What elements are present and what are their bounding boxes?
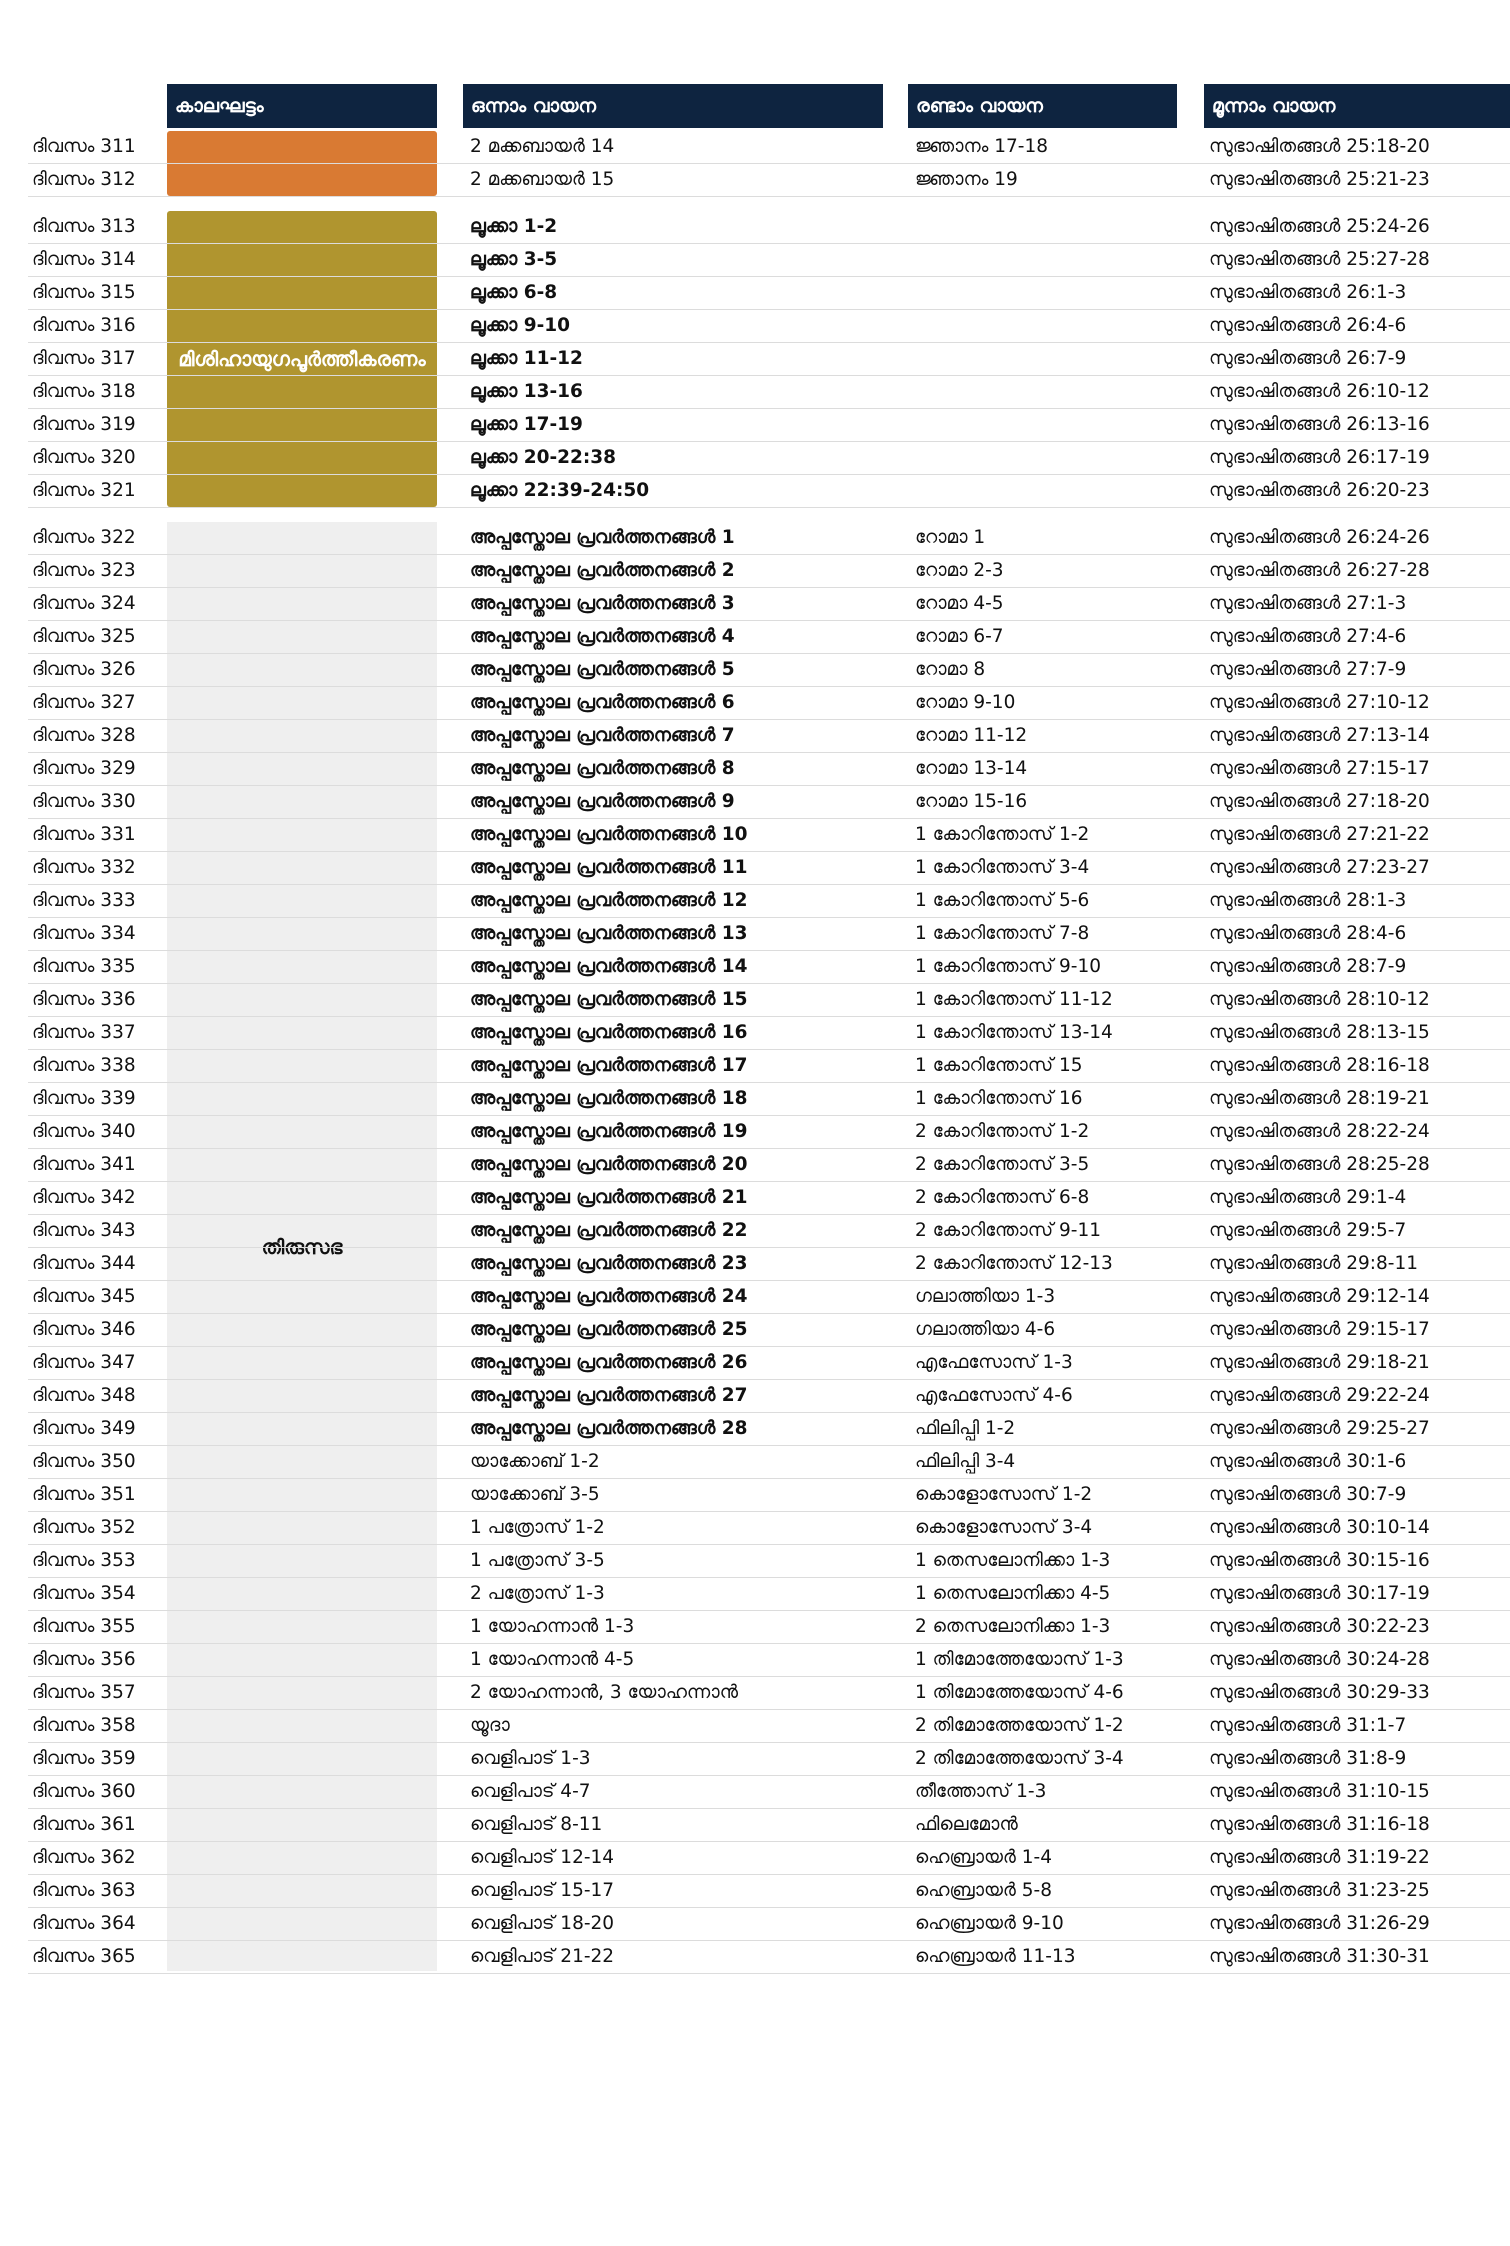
reading-2-cell: 2 കോറിന്തോസ് 6-8 — [915, 1187, 1090, 1208]
reading-3-cell: സുഭാഷിതങ്ങൾ 30:24-28 — [1209, 1649, 1430, 1670]
reading-1-cell: അപ്പസ്തോല പ്രവർത്തനങ്ങൾ 5 — [470, 659, 735, 680]
reading-1-cell: 2 യോഹന്നാൻ, 3 യോഹന്നാൻ — [470, 1682, 738, 1703]
table-row — [28, 1479, 1510, 1512]
reading-1-cell: വെളിപാട് 12-14 — [470, 1847, 615, 1868]
reading-1-cell: അപ്പസ്തോല പ്രവർത്തനങ്ങൾ 19 — [470, 1121, 748, 1142]
day-cell: ദിവസം 354 — [32, 1583, 136, 1604]
table-row — [28, 1809, 1510, 1842]
reading-3-cell: സുഭാഷിതങ്ങൾ 30:1-6 — [1209, 1451, 1407, 1472]
table-row — [28, 687, 1510, 720]
table-row — [28, 442, 1510, 475]
reading-2-cell — [915, 475, 1205, 507]
table-row — [28, 1611, 1510, 1644]
reading-1-cell: അപ്പസ്തോല പ്രവർത്തനങ്ങൾ 8 — [470, 758, 735, 779]
reading-1-cell: അപ്പസ്തോല പ്രവർത്തനങ്ങൾ 20 — [470, 1154, 748, 1175]
table-row — [28, 1545, 1510, 1578]
reading-2-cell: 2 കോറിന്തോസ് 1-2 — [915, 1121, 1090, 1142]
table-row — [28, 1512, 1510, 1545]
table-row — [28, 277, 1510, 310]
day-cell: ദിവസം 350 — [32, 1451, 136, 1472]
reading-1-cell: വെളിപാട് 8-11 — [470, 1814, 603, 1835]
reading-2-cell: റോമാ 11-12 — [915, 725, 1028, 746]
reading-1-cell: 1 യോഹന്നാൻ 4-5 — [470, 1649, 635, 1670]
day-cell: ദിവസം 358 — [32, 1715, 136, 1736]
day-cell: ദിവസം 331 — [32, 824, 136, 845]
reading-3-cell: സുഭാഷിതങ്ങൾ 26:13-16 — [1209, 414, 1430, 435]
reading-2-cell — [915, 343, 1205, 375]
table-row — [28, 1941, 1510, 1974]
reading-1-cell: അപ്പസ്തോല പ്രവർത്തനങ്ങൾ 4 — [470, 626, 735, 647]
day-cell: ദിവസം 332 — [32, 857, 136, 878]
table-row — [28, 753, 1510, 786]
reading-2-cell — [915, 376, 1205, 408]
reading-3-cell: സുഭാഷിതങ്ങൾ 31:1-7 — [1209, 1715, 1407, 1736]
table-row — [28, 984, 1510, 1017]
reading-2-cell: എഫേസോസ് 4-6 — [915, 1385, 1073, 1406]
reading-1-cell: വെളിപാട് 21-22 — [470, 1946, 615, 1967]
reading-2-cell: കൊളോസോസ് 1-2 — [915, 1484, 1093, 1505]
reading-3-cell: സുഭാഷിതങ്ങൾ 29:15-17 — [1209, 1319, 1430, 1340]
reading-1-cell: അപ്പസ്തോല പ്രവർത്തനങ്ങൾ 27 — [470, 1385, 748, 1406]
table-row — [28, 621, 1510, 654]
day-cell: ദിവസം 343 — [32, 1220, 136, 1241]
reading-1-cell: യൂദാ — [470, 1715, 510, 1736]
reading-1-cell: അപ്പസ്തോല പ്രവർത്തനങ്ങൾ 7 — [470, 725, 735, 746]
reading-2-cell: റോമാ 4-5 — [915, 593, 1004, 614]
reading-3-cell: സുഭാഷിതങ്ങൾ 29:8-11 — [1209, 1253, 1418, 1274]
reading-1-cell: അപ്പസ്തോല പ്രവർത്തനങ്ങൾ 17 — [470, 1055, 748, 1076]
reading-3-cell: സുഭാഷിതങ്ങൾ 27:18-20 — [1209, 791, 1430, 812]
day-cell: ദിവസം 349 — [32, 1418, 136, 1439]
reading-2-cell: റോമാ 15-16 — [915, 791, 1028, 812]
reading-3-cell: സുഭാഷിതങ്ങൾ 28:1-3 — [1209, 890, 1407, 911]
reading-3-cell: സുഭാഷിതങ്ങൾ 27:4-6 — [1209, 626, 1407, 647]
day-cell: ദിവസം 365 — [32, 1946, 136, 1967]
table-row — [28, 885, 1510, 918]
reading-3-cell: സുഭാഷിതങ്ങൾ 30:10-14 — [1209, 1517, 1430, 1538]
reading-1-cell: അപ്പസ്തോല പ്രവർത്തനങ്ങൾ 21 — [470, 1187, 748, 1208]
table-row — [28, 131, 1510, 164]
day-cell: ദിവസം 322 — [32, 527, 136, 548]
reading-2-cell: 2 കോറിന്തോസ് 3-5 — [915, 1154, 1090, 1175]
reading-1-cell: അപ്പസ്തോല പ്രവർത്തനങ്ങൾ 6 — [470, 692, 735, 713]
reading-1-cell: അപ്പസ്തോല പ്രവർത്തനങ്ങൾ 18 — [470, 1088, 748, 1109]
reading-2-cell: 2 തെസലോനിക്കാ 1-3 — [915, 1616, 1111, 1637]
reading-3-cell: സുഭാഷിതങ്ങൾ 27:7-9 — [1209, 659, 1407, 680]
table-row — [28, 343, 1510, 376]
day-cell: ദിവസം 337 — [32, 1022, 136, 1043]
reading-2-cell: 1 കോറിന്തോസ് 16 — [915, 1088, 1083, 1109]
reading-1-cell: 1 പത്രോസ് 3-5 — [470, 1550, 605, 1571]
reading-2-cell — [915, 310, 1205, 342]
reading-2-cell: തീത്തോസ് 1-3 — [915, 1781, 1047, 1802]
reading-2-cell: 1 കോറിന്തോസ് 11-12 — [915, 989, 1113, 1010]
reading-1-cell: അപ്പസ്തോല പ്രവർത്തനങ്ങൾ 26 — [470, 1352, 748, 1373]
table-row — [28, 211, 1510, 244]
table-row — [28, 588, 1510, 621]
reading-2-cell: 1 കോറിന്തോസ് 3-4 — [915, 857, 1090, 878]
reading-3-cell: സുഭാഷിതങ്ങൾ 26:24-26 — [1209, 527, 1430, 548]
reading-1-cell: 1 യോഹന്നാൻ 1-3 — [470, 1616, 635, 1637]
day-cell: ദിവസം 351 — [32, 1484, 136, 1505]
header-reading-2: രണ്ടാം വായന — [908, 84, 1177, 128]
table-row — [28, 1050, 1510, 1083]
table-row — [28, 720, 1510, 753]
day-cell: ദിവസം 338 — [32, 1055, 136, 1076]
reading-1-cell: അപ്പസ്തോല പ്രവർത്തനങ്ങൾ 3 — [470, 593, 735, 614]
reading-3-cell: സുഭാഷിതങ്ങൾ 28:4-6 — [1209, 923, 1407, 944]
table-row — [28, 1215, 1510, 1248]
table-row — [28, 244, 1510, 277]
reading-3-cell: സുഭാഷിതങ്ങൾ 26:1-3 — [1209, 282, 1407, 303]
reading-2-cell: ഹെബ്രായർ 9-10 — [915, 1913, 1064, 1934]
header-reading-1: ഒന്നാം വായന — [463, 84, 883, 128]
day-cell: ദിവസം 342 — [32, 1187, 136, 1208]
table-row — [28, 555, 1510, 588]
table-row — [28, 1743, 1510, 1776]
reading-3-cell: സുഭാഷിതങ്ങൾ 29:12-14 — [1209, 1286, 1430, 1307]
table-row — [28, 819, 1510, 852]
day-cell: ദിവസം 357 — [32, 1682, 136, 1703]
reading-2-cell: 1 തിമോത്തേയോസ് 4-6 — [915, 1682, 1124, 1703]
reading-1-cell: അപ്പസ്തോല പ്രവർത്തനങ്ങൾ 2 — [470, 560, 735, 581]
reading-1-cell: അപ്പസ്തോല പ്രവർത്തനങ്ങൾ 9 — [470, 791, 735, 812]
day-cell: ദിവസം 327 — [32, 692, 136, 713]
reading-1-cell: വെളിപാട് 18-20 — [470, 1913, 615, 1934]
reading-3-cell: സുഭാഷിതങ്ങൾ 31:23-25 — [1209, 1880, 1430, 1901]
reading-3-cell: സുഭാഷിതങ്ങൾ 28:16-18 — [1209, 1055, 1430, 1076]
day-cell: ദിവസം 352 — [32, 1517, 136, 1538]
table-row — [28, 1710, 1510, 1743]
header-reading-3: മൂന്നാം വായന — [1204, 84, 1510, 128]
reading-2-cell — [915, 277, 1205, 309]
reading-3-cell: സുഭാഷിതങ്ങൾ 29:1-4 — [1209, 1187, 1407, 1208]
table-row — [28, 409, 1510, 442]
reading-1-cell: ലൂക്കാ 11-12 — [470, 348, 583, 369]
day-cell: ദിവസം 326 — [32, 659, 136, 680]
table-row — [28, 918, 1510, 951]
reading-1-cell: വെളിപാട് 1-3 — [470, 1748, 591, 1769]
table-row — [28, 1116, 1510, 1149]
reading-3-cell: സുഭാഷിതങ്ങൾ 26:17-19 — [1209, 447, 1430, 468]
reading-1-cell: ലൂക്കാ 9-10 — [470, 315, 571, 336]
reading-2-cell: ഫിലിപ്പി 1-2 — [915, 1418, 1016, 1439]
table-row — [28, 654, 1510, 687]
reading-2-cell: റോമാ 1 — [915, 527, 986, 548]
day-cell: ദിവസം 344 — [32, 1253, 136, 1274]
reading-3-cell: സുഭാഷിതങ്ങൾ 29:18-21 — [1209, 1352, 1430, 1373]
reading-2-cell: എഫേസോസ് 1-3 — [915, 1352, 1073, 1373]
day-cell: ദിവസം 348 — [32, 1385, 136, 1406]
reading-3-cell: സുഭാഷിതങ്ങൾ 31:30-31 — [1209, 1946, 1430, 1967]
reading-3-cell: സുഭാഷിതങ്ങൾ 27:1-3 — [1209, 593, 1407, 614]
reading-2-cell: 1 തെസലോനിക്കാ 1-3 — [915, 1550, 1111, 1571]
reading-1-cell: അപ്പസ്തോല പ്രവർത്തനങ്ങൾ 1 — [470, 527, 735, 548]
table-row — [28, 164, 1510, 197]
reading-3-cell: സുഭാഷിതങ്ങൾ 25:27-28 — [1209, 249, 1430, 270]
reading-2-cell: ഗലാത്തിയാ 1-3 — [915, 1286, 1056, 1307]
day-cell: ദിവസം 318 — [32, 381, 136, 402]
reading-1-cell: ലൂക്കാ 20-22:38 — [470, 447, 617, 468]
reading-1-cell: അപ്പസ്തോല പ്രവർത്തനങ്ങൾ 24 — [470, 1286, 748, 1307]
day-cell: ദിവസം 316 — [32, 315, 136, 336]
reading-2-cell: 2 തിമോത്തേയോസ് 1-2 — [915, 1715, 1124, 1736]
table-row — [28, 1875, 1510, 1908]
reading-3-cell: സുഭാഷിതങ്ങൾ 27:15-17 — [1209, 758, 1430, 779]
day-cell: ദിവസം 328 — [32, 725, 136, 746]
reading-2-cell: 1 കോറിന്തോസ് 7-8 — [915, 923, 1090, 944]
day-cell: ദിവസം 353 — [32, 1550, 136, 1571]
reading-2-cell: ഫിലിപ്പി 3-4 — [915, 1451, 1016, 1472]
reading-2-cell: 2 കോറിന്തോസ് 9-11 — [915, 1220, 1102, 1241]
table-row — [28, 1908, 1510, 1941]
table-row — [28, 1248, 1510, 1281]
reading-3-cell: സുഭാഷിതങ്ങൾ 30:15-16 — [1209, 1550, 1430, 1571]
reading-2-cell: 1 കോറിന്തോസ് 5-6 — [915, 890, 1090, 911]
reading-3-cell: സുഭാഷിതങ്ങൾ 27:10-12 — [1209, 692, 1430, 713]
reading-1-cell: അപ്പസ്തോല പ്രവർത്തനങ്ങൾ 12 — [470, 890, 748, 911]
day-cell: ദിവസം 314 — [32, 249, 136, 270]
table-row — [28, 1182, 1510, 1215]
reading-2-cell: ഹെബ്രായർ 5-8 — [915, 1880, 1052, 1901]
day-cell: ദിവസം 311 — [32, 136, 136, 157]
table-row — [28, 1776, 1510, 1809]
reading-2-cell: 2 കോറിന്തോസ് 12-13 — [915, 1253, 1113, 1274]
reading-2-cell: റോമാ 8 — [915, 659, 986, 680]
reading-1-cell: അപ്പസ്തോല പ്രവർത്തനങ്ങൾ 11 — [470, 857, 748, 878]
reading-3-cell: സുഭാഷിതങ്ങൾ 31:26-29 — [1209, 1913, 1430, 1934]
reading-2-cell — [915, 409, 1205, 441]
reading-3-cell: സുഭാഷിതങ്ങൾ 26:27-28 — [1209, 560, 1430, 581]
day-cell: ദിവസം 356 — [32, 1649, 136, 1670]
table-row — [28, 1149, 1510, 1182]
day-cell: ദിവസം 345 — [32, 1286, 136, 1307]
reading-1-cell: ലൂക്കാ 17-19 — [470, 414, 583, 435]
day-cell: ദിവസം 355 — [32, 1616, 136, 1637]
day-cell: ദിവസം 333 — [32, 890, 136, 911]
reading-3-cell: സുഭാഷിതങ്ങൾ 28:10-12 — [1209, 989, 1430, 1010]
reading-2-cell: കൊളോസോസ് 3-4 — [915, 1517, 1093, 1538]
reading-3-cell: സുഭാഷിതങ്ങൾ 28:25-28 — [1209, 1154, 1430, 1175]
reading-2-cell: 1 തെസലോനിക്കാ 4-5 — [915, 1583, 1111, 1604]
table-row — [28, 1413, 1510, 1446]
reading-2-cell — [915, 442, 1205, 474]
day-cell: ദിവസം 341 — [32, 1154, 136, 1175]
day-cell: ദിവസം 346 — [32, 1319, 136, 1340]
period-block-messianic-fulfilment: മിശിഹായുഗപൂർത്തീകരണം — [167, 211, 437, 507]
reading-3-cell: സുഭാഷിതങ്ങൾ 26:4-6 — [1209, 315, 1407, 336]
reading-1-cell: അപ്പസ്തോല പ്രവർത്തനങ്ങൾ 14 — [470, 956, 748, 977]
header-period: കാലഘട്ടം — [167, 84, 437, 128]
period-block-church: തിരുസഭ — [167, 522, 437, 1971]
reading-3-cell: സുഭാഷിതങ്ങൾ 26:7-9 — [1209, 348, 1407, 369]
day-cell: ദിവസം 319 — [32, 414, 136, 435]
reading-2-cell: 1 കോറിന്തോസ് 13-14 — [915, 1022, 1113, 1043]
reading-2-cell: റോമാ 6-7 — [915, 626, 1004, 647]
table-row — [28, 310, 1510, 343]
reading-2-cell: ഹെബ്രായർ 1-4 — [915, 1847, 1052, 1868]
reading-1-cell: അപ്പസ്തോല പ്രവർത്തനങ്ങൾ 28 — [470, 1418, 748, 1439]
reading-1-cell: 2 മക്കബായർ 15 — [470, 169, 615, 190]
day-cell: ദിവസം 361 — [32, 1814, 136, 1835]
day-cell: ദിവസം 334 — [32, 923, 136, 944]
reading-2-cell: ഹെബ്രായർ 11-13 — [915, 1946, 1076, 1967]
table-row — [28, 475, 1510, 508]
reading-2-cell: 2 തിമോത്തേയോസ് 3-4 — [915, 1748, 1124, 1769]
reading-3-cell: സുഭാഷിതങ്ങൾ 28:13-15 — [1209, 1022, 1430, 1043]
table-row — [28, 1281, 1510, 1314]
day-cell: ദിവസം 363 — [32, 1880, 136, 1901]
reading-3-cell: സുഭാഷിതങ്ങൾ 26:10-12 — [1209, 381, 1430, 402]
reading-1-cell: ലൂക്കാ 13-16 — [470, 381, 583, 402]
reading-3-cell: സുഭാഷിതങ്ങൾ 31:10-15 — [1209, 1781, 1430, 1802]
reading-3-cell: സുഭാഷിതങ്ങൾ 29:22-24 — [1209, 1385, 1430, 1406]
table-row — [28, 786, 1510, 819]
reading-2-cell: 1 തിമോത്തേയോസ് 1-3 — [915, 1649, 1124, 1670]
day-cell: ദിവസം 325 — [32, 626, 136, 647]
table-row — [28, 1578, 1510, 1611]
reading-3-cell: സുഭാഷിതങ്ങൾ 28:19-21 — [1209, 1088, 1430, 1109]
reading-2-cell: ഗലാത്തിയാ 4-6 — [915, 1319, 1056, 1340]
reading-3-cell: സുഭാഷിതങ്ങൾ 27:13-14 — [1209, 725, 1430, 746]
day-cell: ദിവസം 323 — [32, 560, 136, 581]
reading-2-cell — [915, 211, 1205, 243]
reading-3-cell: സുഭാഷിതങ്ങൾ 25:24-26 — [1209, 216, 1430, 237]
reading-3-cell: സുഭാഷിതങ്ങൾ 27:21-22 — [1209, 824, 1430, 845]
reading-3-cell: സുഭാഷിതങ്ങൾ 31:8-9 — [1209, 1748, 1407, 1769]
day-cell: ദിവസം 320 — [32, 447, 136, 468]
reading-2-cell: 1 കോറിന്തോസ് 9-10 — [915, 956, 1102, 977]
day-cell: ദിവസം 335 — [32, 956, 136, 977]
table-row — [28, 951, 1510, 984]
reading-1-cell: അപ്പസ്തോല പ്രവർത്തനങ്ങൾ 23 — [470, 1253, 748, 1274]
day-cell: ദിവസം 330 — [32, 791, 136, 812]
day-cell: ദിവസം 315 — [32, 282, 136, 303]
reading-3-cell: സുഭാഷിതങ്ങൾ 25:18-20 — [1209, 136, 1430, 157]
table-row — [28, 1347, 1510, 1380]
table-row — [28, 1083, 1510, 1116]
table-row — [28, 1017, 1510, 1050]
table-row — [28, 1644, 1510, 1677]
day-cell: ദിവസം 339 — [32, 1088, 136, 1109]
table-row — [28, 1842, 1510, 1875]
reading-1-cell: യാക്കോബ് 1-2 — [470, 1451, 600, 1472]
reading-2-cell — [915, 244, 1205, 276]
reading-1-cell: അപ്പസ്തോല പ്രവർത്തനങ്ങൾ 25 — [470, 1319, 748, 1340]
reading-1-cell: ലൂക്കാ 6-8 — [470, 282, 558, 303]
reading-2-cell: ഫിലെമോൻ — [915, 1814, 1018, 1835]
reading-1-cell: 2 മക്കബായർ 14 — [470, 136, 615, 157]
reading-3-cell: സുഭാഷിതങ്ങൾ 30:29-33 — [1209, 1682, 1430, 1703]
reading-2-cell: ജ്ഞാനം 17-18 — [915, 136, 1049, 157]
reading-3-cell: സുഭാഷിതങ്ങൾ 25:21-23 — [1209, 169, 1430, 190]
reading-3-cell: സുഭാഷിതങ്ങൾ 28:7-9 — [1209, 956, 1407, 977]
reading-1-cell: വെളിപാട് 15-17 — [470, 1880, 615, 1901]
reading-3-cell: സുഭാഷിതങ്ങൾ 29:5-7 — [1209, 1220, 1407, 1241]
day-cell: ദിവസം 321 — [32, 480, 136, 501]
day-cell: ദിവസം 360 — [32, 1781, 136, 1802]
reading-3-cell: സുഭാഷിതങ്ങൾ 27:23-27 — [1209, 857, 1430, 878]
reading-2-cell: ജ്ഞാനം 19 — [915, 169, 1018, 190]
reading-2-cell: റോമാ 13-14 — [915, 758, 1028, 779]
reading-3-cell: സുഭാഷിതങ്ങൾ 31:19-22 — [1209, 1847, 1430, 1868]
reading-2-cell: റോമാ 9-10 — [915, 692, 1016, 713]
reading-1-cell: ലൂക്കാ 22:39-24:50 — [470, 480, 650, 501]
day-cell: ദിവസം 359 — [32, 1748, 136, 1769]
reading-2-cell: 1 കോറിന്തോസ് 15 — [915, 1055, 1083, 1076]
day-cell: ദിവസം 340 — [32, 1121, 136, 1142]
day-cell: ദിവസം 364 — [32, 1913, 136, 1934]
table-row — [28, 1380, 1510, 1413]
table-row — [28, 522, 1510, 555]
table-row — [28, 1446, 1510, 1479]
day-cell: ദിവസം 317 — [32, 348, 136, 369]
table-row — [28, 852, 1510, 885]
table-row — [28, 376, 1510, 409]
day-cell: ദിവസം 312 — [32, 169, 136, 190]
reading-3-cell: സുഭാഷിതങ്ങൾ 30:17-19 — [1209, 1583, 1430, 1604]
day-cell: ദിവസം 336 — [32, 989, 136, 1010]
day-cell: ദിവസം 329 — [32, 758, 136, 779]
day-cell: ദിവസം 324 — [32, 593, 136, 614]
reading-3-cell: സുഭാഷിതങ്ങൾ 26:20-23 — [1209, 480, 1430, 501]
reading-3-cell: സുഭാഷിതങ്ങൾ 28:22-24 — [1209, 1121, 1430, 1142]
reading-2-cell: 1 കോറിന്തോസ് 1-2 — [915, 824, 1090, 845]
reading-1-cell: വെളിപാട് 4-7 — [470, 1781, 591, 1802]
reading-3-cell: സുഭാഷിതങ്ങൾ 31:16-18 — [1209, 1814, 1430, 1835]
reading-1-cell: യാക്കോബ് 3-5 — [470, 1484, 600, 1505]
reading-1-cell: അപ്പസ്തോല പ്രവർത്തനങ്ങൾ 15 — [470, 989, 748, 1010]
reading-1-cell: അപ്പസ്തോല പ്രവർത്തനങ്ങൾ 13 — [470, 923, 748, 944]
reading-1-cell: ലൂക്കാ 1-2 — [470, 216, 558, 237]
reading-1-cell: അപ്പസ്തോല പ്രവർത്തനങ്ങൾ 22 — [470, 1220, 748, 1241]
day-cell: ദിവസം 362 — [32, 1847, 136, 1868]
reading-1-cell: അപ്പസ്തോല പ്രവർത്തനങ്ങൾ 16 — [470, 1022, 748, 1043]
reading-1-cell: 1 പത്രോസ് 1-2 — [470, 1517, 605, 1538]
reading-1-cell: അപ്പസ്തോല പ്രവർത്തനങ്ങൾ 10 — [470, 824, 748, 845]
reading-3-cell: സുഭാഷിതങ്ങൾ 30:22-23 — [1209, 1616, 1430, 1637]
reading-3-cell: സുഭാഷിതങ്ങൾ 29:25-27 — [1209, 1418, 1430, 1439]
reading-2-cell: റോമാ 2-3 — [915, 560, 1004, 581]
day-cell: ദിവസം 313 — [32, 216, 136, 237]
reading-1-cell: ലൂക്കാ 3-5 — [470, 249, 558, 270]
reading-3-cell: സുഭാഷിതങ്ങൾ 30:7-9 — [1209, 1484, 1407, 1505]
day-cell: ദിവസം 347 — [32, 1352, 136, 1373]
table-row — [28, 1677, 1510, 1710]
reading-1-cell: 2 പത്രോസ് 1-3 — [470, 1583, 605, 1604]
table-row — [28, 1314, 1510, 1347]
